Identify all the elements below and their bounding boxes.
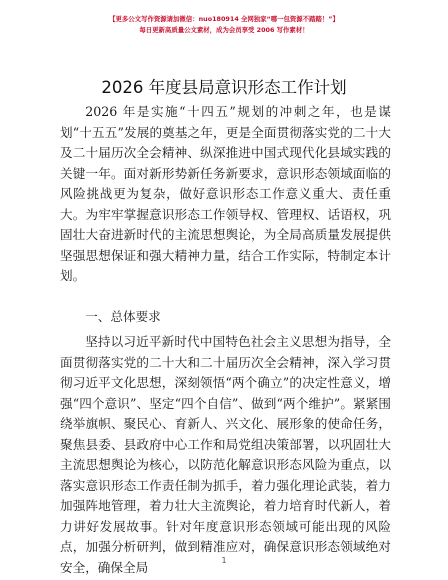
document-title: 2026 年度县局意识形态工作计划 — [101, 78, 347, 97]
intro-paragraph: 2026 年是实施“十四五”规划的冲刺之年，也是谋划“十五五”发展的奠基之年，更是全面贯彻落实党的二十大及二十届历次全会精神、纵深推进中国式现代化县域实践的关键一年。面对新形势新任务新要求，意识形态领域面临的风险挑战更为复杂，做好意识形态工作意义重大、责任重大。为牢牢掌握意识形态工作领导权、管理权、话语权，巩固壮大奋进新时代的主流思想舆论，为全局高质量发展提供坚强思想保证和强大精神力量，结合工作实际，特制定本计划。 — [60, 104, 391, 283]
page-number: 1 — [221, 556, 227, 565]
section-heading-general-requirements: 一、总体要求 — [85, 309, 161, 324]
general-requirements-paragraph: 坚持以习近平新时代中国特色社会主义思想为指导，全面贯彻落实党的二十大和二十届历次全会精神，深入学习贯彻习近平文化思想，深刻领悟“两个确立”的决定性意义，增强“四个意识”、坚定“四个自信”、做到“两个维护”。紧紧围绕举旗帜、聚民心、育新人、兴文化、展形象的使命任务，聚焦县委、县政府中心工作和局党组决策部署，以巩固壮大主流思想舆论为核心，以防范化解意识形态风险为重点，以落实意识形态工作责任制为抓手，着力强化理论武装，着力加强阵地管理，着力壮大主流舆论，着力培育时代新人，着力讲好发展故事。针对年度意识形态领域可能出现的风险点，加强分析研判，做到精准应对，确保意识形态领域绝对安全，确保全局 — [60, 334, 391, 575]
promo-banner-line-1: 【更多公文写作资源请加微信：nuo180914 全网独家“哪一包资源不踏踏！”】 — [109, 15, 339, 23]
promo-banner-line-2: 每日更新高质量公文素材，成为会员享受 2006 写作素材！ — [139, 26, 309, 34]
